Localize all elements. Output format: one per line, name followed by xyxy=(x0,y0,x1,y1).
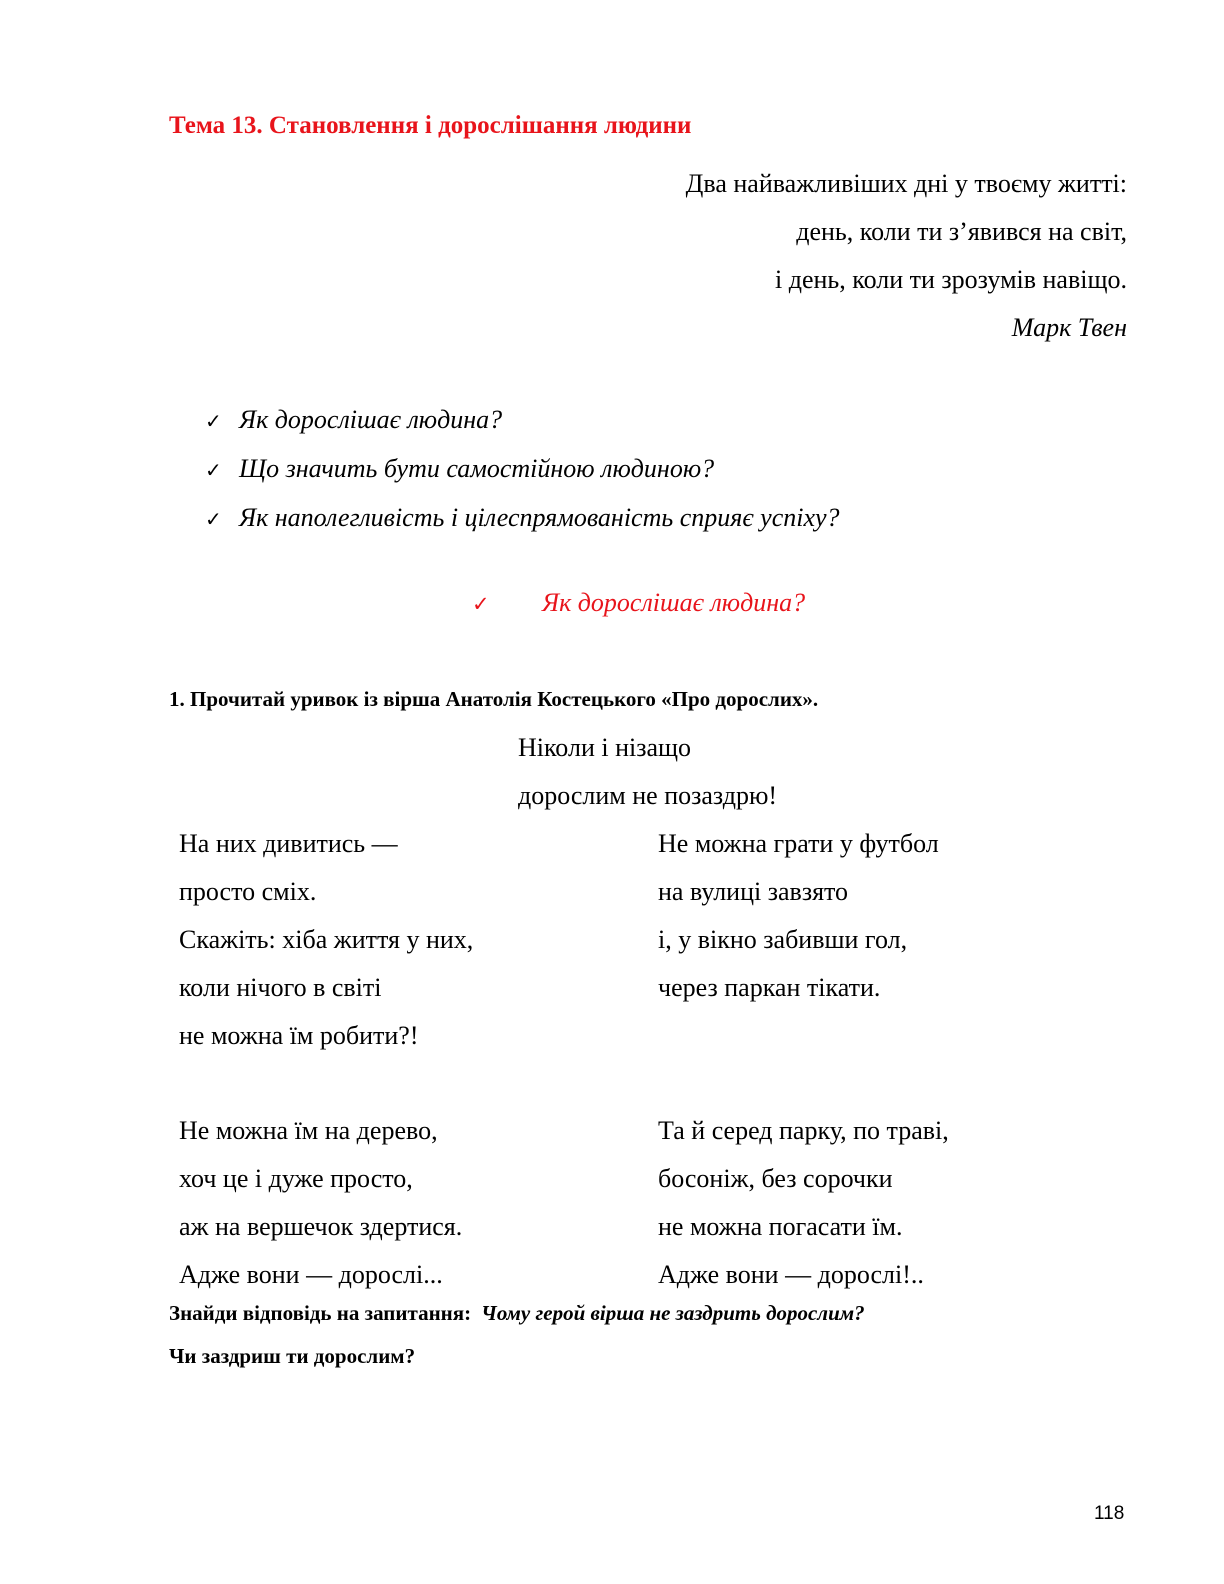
question-item xyxy=(205,494,840,543)
poem-intro xyxy=(518,724,777,820)
poem-line: на вулиці завзято xyxy=(658,877,849,906)
topic-title: Тема 13. Становлення і дорослішання людини xyxy=(169,112,692,139)
poem-line: не можна їм робити?! xyxy=(179,1021,419,1050)
question-item xyxy=(205,445,840,494)
poem-line: не можна погасати їм. xyxy=(658,1212,903,1241)
poem-line: хоч це і дуже просто, xyxy=(179,1164,413,1193)
poem-line: Не можна грати у футбол xyxy=(658,829,939,858)
question-text: Як наполегливість і цілеспрямованість сприяє успіху? xyxy=(239,503,840,532)
question-list xyxy=(205,396,840,543)
checkmark-icon: ✓ xyxy=(472,592,490,616)
epigraph-author: Марк Твен xyxy=(1011,313,1127,342)
poem-line: коли нічого в світі xyxy=(179,973,382,1002)
epigraph xyxy=(427,160,1127,352)
poem-stanza-4 xyxy=(658,1107,949,1299)
section-heading-text: Як дорослішає людина? xyxy=(542,588,806,617)
epigraph-line: і день, коли ти зрозумів навіщо. xyxy=(775,265,1127,294)
question-text: Як дорослішає людина? xyxy=(239,405,503,434)
poem-line: На них дивитись — xyxy=(179,829,398,858)
poem-line: через паркан тікати. xyxy=(658,973,881,1002)
followup-question-2: Чи заздриш ти дорослим? xyxy=(169,1344,416,1368)
followup-prompt: Знайди відповідь на запитання: xyxy=(169,1301,472,1325)
section-heading xyxy=(472,588,805,618)
poem-line: і, у вікно забивши гол, xyxy=(658,925,908,954)
poem-line: Ніколи і нізащо xyxy=(518,733,692,762)
poem-line: Та й серед парку, по траві, xyxy=(658,1116,949,1145)
poem-line: Скажіть: хіба життя у них, xyxy=(179,925,474,954)
question-text: Що значить бути самостійною людиною? xyxy=(239,454,715,483)
poem-line: дорослим не позаздрю! xyxy=(518,781,778,810)
poem-line: босоніж, без сорочки xyxy=(658,1164,893,1193)
question-item xyxy=(205,396,840,445)
checkmark-icon: ✓ xyxy=(205,458,222,482)
poem-line: Не можна їм на дерево, xyxy=(179,1116,438,1145)
poem-line: Адже вони — дорослі... xyxy=(179,1260,443,1289)
poem-line: аж на вершечок здертися. xyxy=(179,1212,463,1241)
task-instruction: 1. Прочитай уривок із вірша Анатолія Костецького «Про дорослих». xyxy=(169,687,819,711)
epigraph-line: день, коли ти з’явився на світ, xyxy=(796,217,1127,246)
poem-line: Адже вони — дорослі!.. xyxy=(658,1260,924,1289)
poem-stanza-2 xyxy=(658,820,939,1012)
poem-line: просто сміх. xyxy=(179,877,317,906)
followup-question-1: Чому герой вірша не заздрить дорослим? xyxy=(481,1301,865,1325)
checkmark-icon: ✓ xyxy=(205,409,222,433)
epigraph-line: Два найважливіших дні у твоєму житті: xyxy=(685,169,1127,198)
poem-stanza-3 xyxy=(179,1107,462,1299)
page-number: 118 xyxy=(1094,1503,1125,1524)
followup-question-line xyxy=(169,1301,865,1326)
poem-stanza-1 xyxy=(179,820,473,1060)
checkmark-icon: ✓ xyxy=(205,507,222,531)
